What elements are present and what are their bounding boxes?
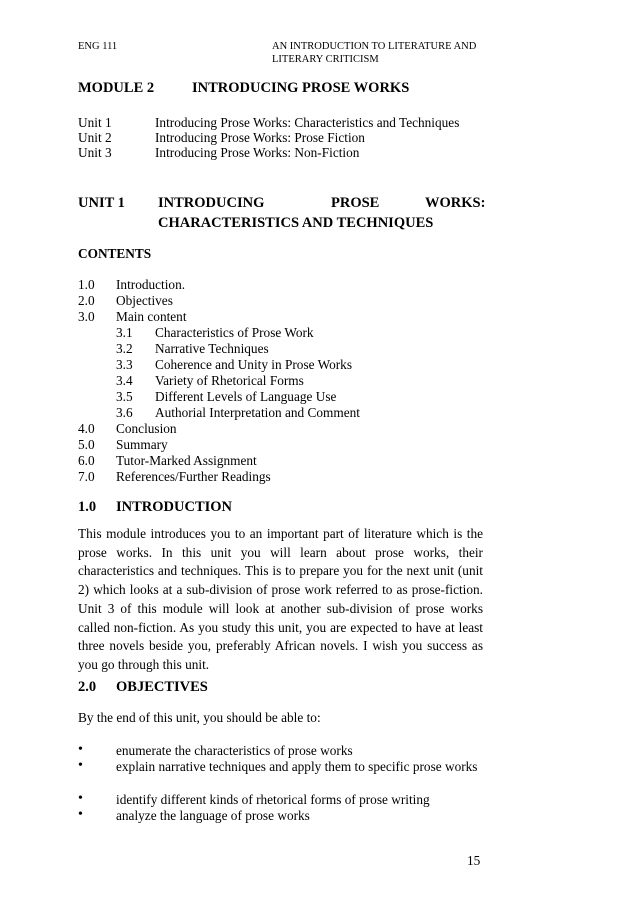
toc-entry: Tutor-Marked Assignment [116,453,257,468]
objective-item: enumerate the characteristics of prose works [116,743,353,758]
toc-number: 6.0 [78,453,95,468]
header-title-line2: LITERARY CRITICISM [272,54,379,65]
toc-number: 3.5 [116,389,133,404]
toc-entry: Main content [116,309,187,324]
unit-label: Unit 2 [78,130,112,145]
toc-number: 2.0 [78,293,95,308]
toc-entry: Summary [116,437,168,452]
header-course-code: ENG 111 [78,41,118,52]
unit-heading-word: WORKS: [425,195,486,211]
toc-entry: Coherence and Unity in Prose Works [155,357,352,372]
toc-number: 7.0 [78,469,95,484]
unit-heading-line2: CHARACTERISTICS AND TECHNIQUES [158,215,434,231]
toc-entry: References/Further Readings [116,469,271,484]
toc-number: 4.0 [78,421,95,436]
header-title-line1: AN INTRODUCTION TO LITERATURE AND [272,41,477,52]
section-title: INTRODUCTION [116,499,233,515]
toc-number: 3.6 [116,405,133,420]
unit-heading-word: INTRODUCING [158,195,265,211]
toc-entry: Conclusion [116,421,177,436]
bullet-icon: • [78,758,83,773]
toc-entry: Objectives [116,293,173,308]
objective-item: explain narrative techniques and apply them to specific prose works [116,759,478,774]
module-title: INTRODUCING PROSE WORKS [192,80,410,96]
section-title: OBJECTIVES [116,679,208,695]
module-label: MODULE 2 [78,80,155,96]
toc-number: 5.0 [78,437,95,452]
unit-label: Unit 1 [78,115,112,130]
bullet-icon: • [78,791,83,806]
objectives-lead: By the end of this unit, you should be able to: [78,710,321,725]
unit-heading-label: UNIT 1 [78,195,125,211]
toc-entry: Characteristics of Prose Work [155,325,314,340]
bullet-icon: • [78,742,83,757]
unit-heading-word: PROSE [331,195,380,211]
section-number: 1.0 [78,499,97,515]
toc-entry: Variety of Rhetorical Forms [155,373,304,388]
unit-title: Introducing Prose Works: Non-Fiction [155,145,360,160]
toc-number: 3.3 [116,357,133,372]
toc-number: 3.0 [78,309,95,324]
unit-label: Unit 3 [78,145,112,160]
toc-entry: Authorial Interpretation and Comment [155,405,360,420]
toc-number: 3.2 [116,341,133,356]
toc-number: 3.4 [116,373,133,388]
toc-number: 3.1 [116,325,133,340]
intro-paragraph: This module introduces you to an important part of literature which is the prose works. In this unit you will learn about prose works, their characteristics and techniques. This is to prepare you for the next unit (unit 2) which looks at a sub-division of prose work referred to as prose-fiction. Unit 3 of this module will look at another sub-division of prose works called non-fiction. As you study this unit, you are expected to have at least three novels beside you, preferably African novels. I wish you success as you go through this unit. [78,526,483,672]
bullet-icon: • [78,807,83,822]
toc-entry: Narrative Techniques [155,341,269,356]
toc-entry: Introduction. [116,277,186,292]
toc-number: 1.0 [78,277,95,292]
toc-entry: Different Levels of Language Use [155,389,337,404]
unit-title: Introducing Prose Works: Prose Fiction [155,130,365,145]
page-number: 15 [467,853,481,868]
unit-title: Introducing Prose Works: Characteristics and Techniques [155,115,460,130]
objective-item: analyze the language of prose works [116,808,310,823]
contents-heading: CONTENTS [78,246,152,261]
section-number: 2.0 [78,679,97,695]
objective-item: identify different kinds of rhetorical forms of prose writing [116,792,430,807]
